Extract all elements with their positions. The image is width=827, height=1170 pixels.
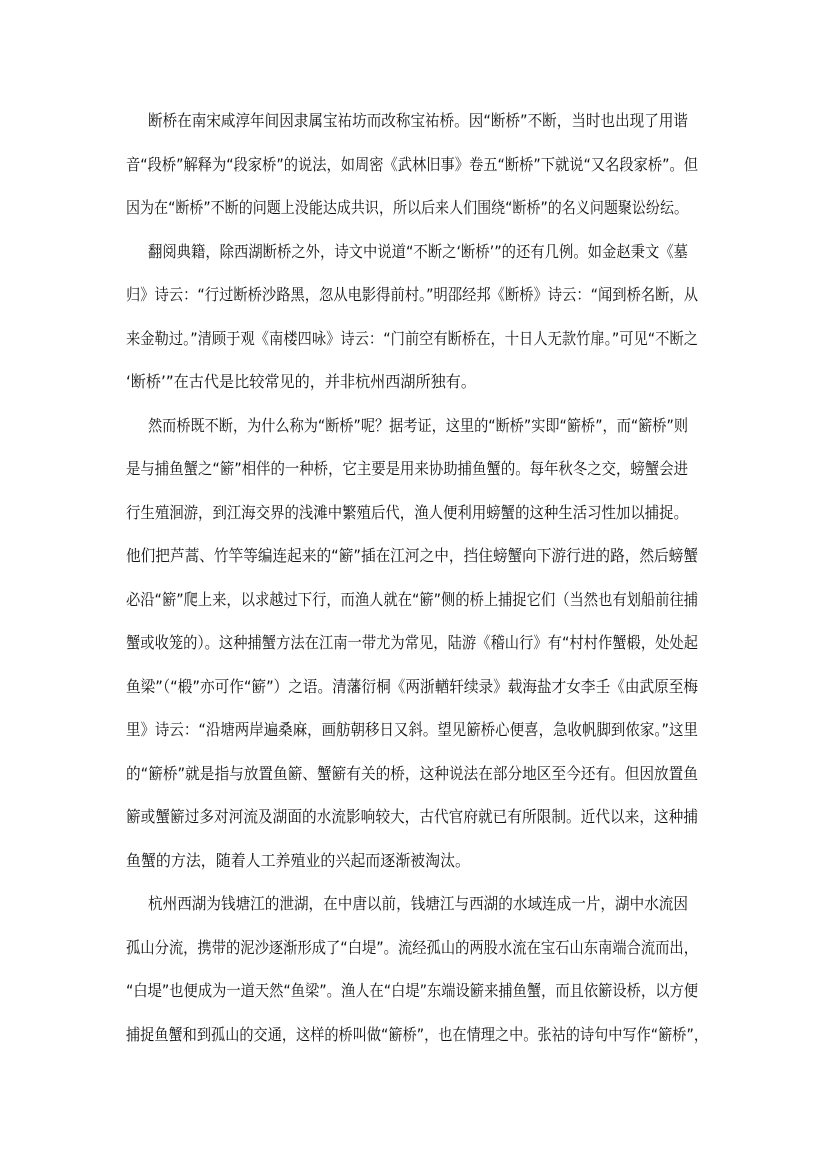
text-line: 来金勒过。”清顾于观《南楼四咏》诗云：“门前空有断桥在，十日人无款竹扉。”可见“不断之 xyxy=(126,329,698,348)
text-line: 的“簖桥”就是指与放置鱼簖、蟹簖有关的桥，这种说法在部分地区至今还有。但因放置鱼 xyxy=(126,764,698,783)
text-line: 蟹或收笼的）。这种捕蟹方法在江南一带尤为常见，陆游《稽山行》有“村村作蟹椴，处处起 xyxy=(126,633,698,652)
text-line: 然而桥既不断，为什么称为“断桥”呢？据考证，这里的“断桥”实即“簖桥”，而“簖桥”则 xyxy=(148,416,688,435)
text-line: 翻阅典籍，除西湖断桥之外，诗文中说道“不断之‘断桥’”的还有几例。如金赵秉文《墓 xyxy=(148,242,688,261)
text-line: 因为在“断桥”不断的问题上没能达成共识，所以后来人们围绕“断桥”的名义问题聚讼纷纭。 xyxy=(126,198,688,217)
text-line: 断桥在南宋咸淳年间因隶属宝祐坊而改称宝祐桥。因“断桥”不断，当时也出现了用谐 xyxy=(148,111,688,130)
text-line: 杭州西湖为钱塘江的泄湖，在中唐以前，钱塘江与西湖的水域连成一片，湖中水流因 xyxy=(148,894,688,913)
text-line: 捕捉鱼蟹和到孤山的交通，这样的桥叫做“簖桥”，也在情理之中。张祜的诗句中写作“簖桥”， xyxy=(126,1025,708,1044)
text-line: 孤山分流，携带的泥沙逐渐形成了“白堤”。流经孤山的两股水流在宝石山东南端合流而出， xyxy=(126,938,698,957)
text-line: ‘断桥’”在古代是比较常见的，并非杭州西湖所独有。 xyxy=(126,372,476,391)
text-line: 簖或蟹簖过多对河流及湖面的水流影响较大，古代官府就已有所限制。近代以来，这种捕 xyxy=(126,807,698,826)
text-line: 里》诗云：“沿塘两岸遍桑麻，画舫朝移日又斜。望见簖桥心便喜，急收帆脚到侬家。”这里 xyxy=(126,720,698,739)
text-line: 行生殖洄游，到江海交界的浅滩中繁殖后代，渔人便利用螃蟹的这种生活习性加以捕捉。 xyxy=(126,503,688,522)
text-line: “白堤”也便成为一道天然“鱼梁”。渔人在“白堤”东端设簖来捕鱼蟹，而且依簖设桥，以方便 xyxy=(126,981,698,1000)
text-line: 归》诗云：“行过断桥沙路黑，忽从电影得前村。”明邵经邦《断桥》诗云：“闻到桥名断，从 xyxy=(126,285,698,304)
text-line: 是与捕鱼蟹之“簖”相伴的一种桥，它主要是用来协助捕鱼蟹的。每年秋冬之交，螃蟹会进 xyxy=(126,459,688,478)
text-line: 他们把芦蒿、竹竿等编连起来的“簖”插在江河之中，挡住螃蟹向下游行进的路，然后螃蟹 xyxy=(126,546,698,565)
text-line: 必沿“簖”爬上来，以求越过下行，而渔人就在“簖”侧的桥上捕捉它们（当然也有划船前往捕 xyxy=(126,590,698,609)
text-line: 鱼梁”（“椴”亦可作“簖”）之语。清藩衍桐《两浙輶轩续录》载海盐才女李壬《由武原至梅 xyxy=(126,677,698,696)
text-line: 鱼蟹的方法，随着人工养殖业的兴起而逐渐被淘汰。 xyxy=(126,851,470,870)
text-line: 音“段桥”解释为“段家桥”的说法，如周密《武林旧事》卷五“断桥”下就说“又名段家桥”。但 xyxy=(126,155,698,174)
